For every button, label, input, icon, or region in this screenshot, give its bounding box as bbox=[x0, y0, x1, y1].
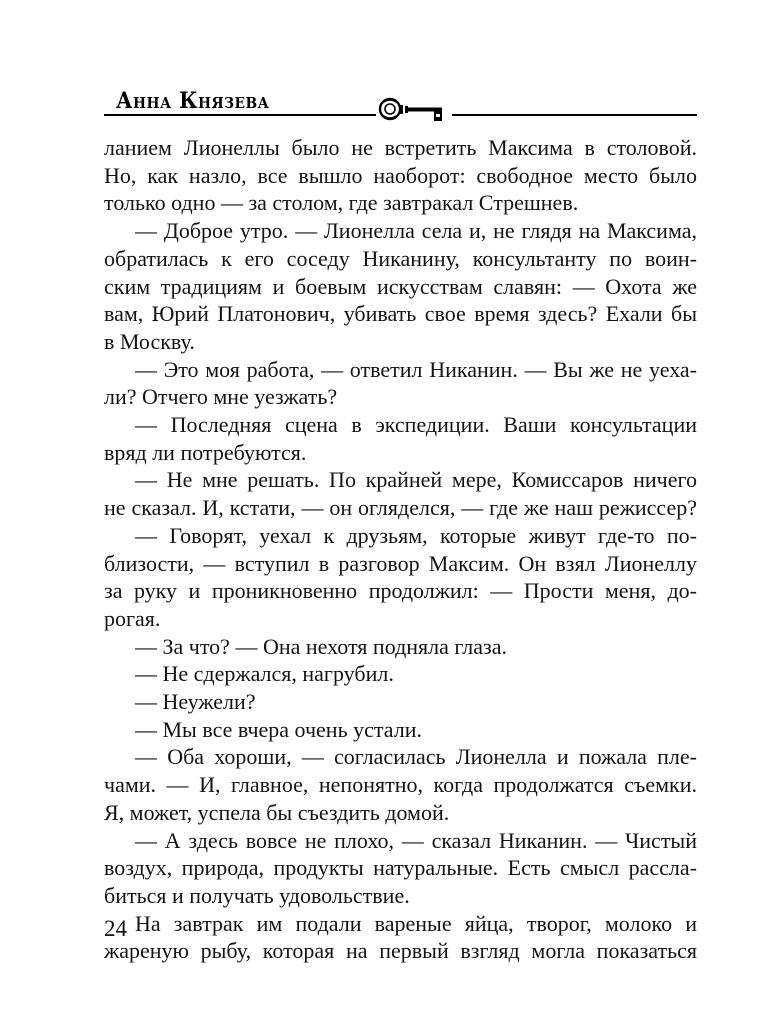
text-line: — Говорят, уехал к друзьям, которые живут где-то по- bbox=[135, 522, 697, 548]
text-line: обратилась к его соседу Никанину, консультанту по воин- bbox=[104, 245, 697, 271]
text-line: Но, как назло, все вышло наоборот: свободное место было bbox=[104, 162, 697, 188]
running-head bbox=[104, 84, 697, 124]
text-line: — Мы все вчера очень устали. bbox=[135, 716, 422, 742]
text-line: — Последняя сцена в экспедиции. Ваши консультации bbox=[135, 412, 697, 438]
text-line: — Не сдержался, нагрубил. bbox=[135, 661, 394, 687]
author-logo: Анна Князева bbox=[116, 88, 270, 114]
text-line: На завтрак им подали вареные яйца, творог, молоко и bbox=[135, 910, 697, 936]
text-line: жареную рыбу, которая на первый взгляд могла показаться bbox=[104, 938, 697, 964]
text-line: близости, — вступил в разговор Максим. Он взял Лионеллу bbox=[104, 550, 697, 576]
text-line: ским традициям и боевым искусствам славян: — Охота же bbox=[104, 273, 697, 299]
key-icon bbox=[376, 96, 452, 124]
text-line: — А здесь вовсе не плохо, — сказал Никанин. — Чистый bbox=[135, 827, 697, 853]
text-line: биться и получать удовольствие. bbox=[104, 882, 410, 908]
text-line: за руку и проникновенно продолжил: — Прости меня, до- bbox=[104, 578, 697, 604]
text-body bbox=[104, 134, 697, 965]
text-line: только одно — за столом, где завтракал Стрешнев. bbox=[104, 190, 579, 216]
text-line: — Это моя работа, — ответил Никанин. — Вы же не уеха- bbox=[135, 356, 697, 382]
text-line: ланием Лионеллы было не встретить Максима в столовой. bbox=[104, 135, 697, 160]
text-line: — Оба хороши, — согласилась Лионелла и пожала пле- bbox=[135, 744, 697, 770]
text-line: вам, Юрий Платонович, убивать свое время здесь? Ехали бы bbox=[104, 301, 697, 327]
text-line: рогая. bbox=[104, 605, 161, 631]
text-line: — Не мне решать. По крайней мере, Комиссаров ничего bbox=[135, 467, 697, 493]
text-line: — Неужели? bbox=[135, 689, 256, 715]
text-line: вряд ли потребуются. bbox=[104, 439, 307, 465]
text-line: воздух, природа, продукты натуральные. Есть смысл рассла- bbox=[104, 855, 697, 881]
text-line: чами. — И, главное, непонятно, когда продолжатся съемки. bbox=[104, 772, 697, 798]
page-number: 24 bbox=[104, 916, 127, 941]
text-line: в Москву. bbox=[104, 328, 195, 354]
text-line: не сказал. И, кстати, — он огляделся, — где же наш режиссер? bbox=[104, 495, 697, 521]
text-line: — За что? — Она нехотя подняла глаза. bbox=[135, 633, 508, 659]
text-line: ли? Отчего мне уезжать? bbox=[104, 384, 338, 410]
text-line: Я, может, успела бы съездить домой. bbox=[104, 799, 450, 825]
text-line: — Доброе утро. — Лионелла села и, не глядя на Максима, bbox=[135, 218, 697, 244]
